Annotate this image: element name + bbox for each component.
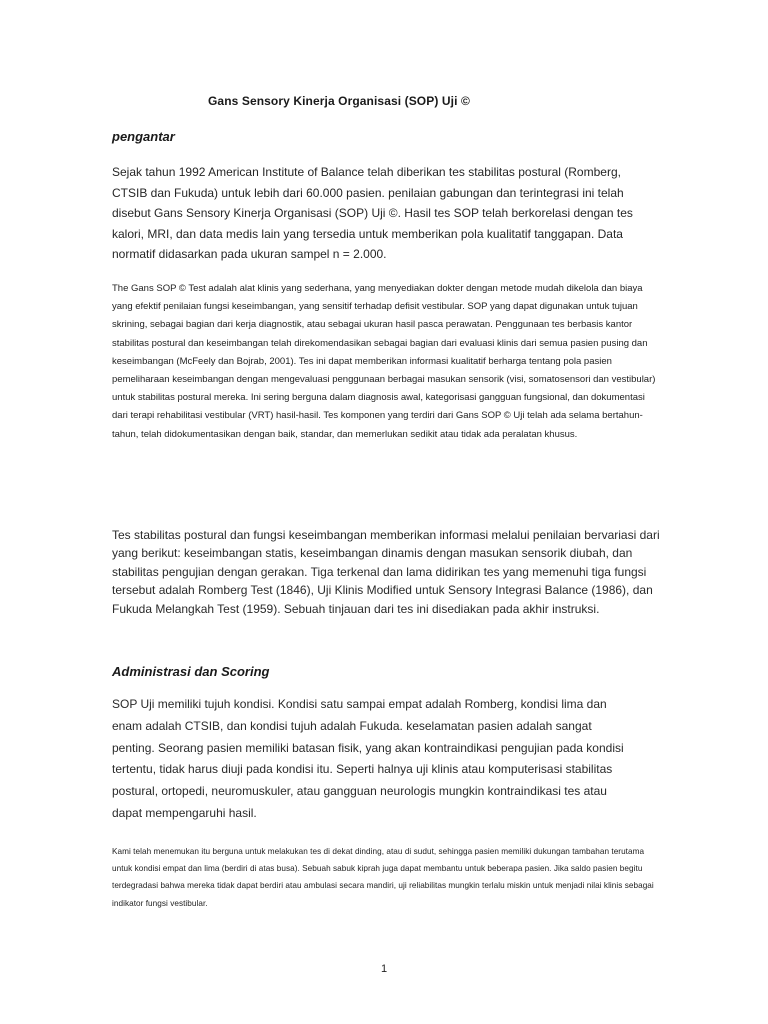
paragraph-stability-tests: Tes stabilitas postural dan fungsi keseimbangan memberikan informasi melalui penilaian bervariasi dari yang berikut: keseimbangan statis, keseimbangan dinamis dengan masukan sensorik diubah, dan stabilitas pengujian dengan gerakan. Tiga terkenal dan lama didirikan tes yang memenuhi tiga fungsi tersebut adalah Romberg Test (1846), Uji Klinis Modified untuk Sensory Integrasi Balance (1986), dan Fukuda Melangkah Test (1959). Sebuah tinjauan dari tes ini disediakan pada akhir instruksi. xyxy=(112,528,660,616)
section-heading-intro: pengantar xyxy=(112,129,175,144)
page-number: 1 xyxy=(380,963,388,975)
paragraph-sop-test: The Gans SOP © Test adalah alat klinis yang sederhana, yang menyediakan dokter dengan metode mudah dikelola dan biaya yang efektif penilaian fungsi keseimbangan, yang sensitif terhadap defisit vestibular. SOP yang dapat digunakan untuk tujuan skrining, sebagai bagian dari kerja diagnostik, atau sebagai ukuran hasil pasca perawatan. Penggunaan tes berbasis kantor stabilitas postural dan keseimbangan telah direkomendasikan sebagai bagian dari evaluasi klinis dari semua pasien pusing dan keseimbangan (McFeely dan Bojrab, 2001). Tes ini dapat memberikan informasi kualitatif berharga tentang pola pasien pemeliharaan keseimbangan dengan mengevaluasi penggunaan berbagai masukan sensorik (visi, somatosensori dan vestibular) untuk stabilitas postural mereka. Ini sering berguna dalam diagnosis awal, kategorisasi gangguan fungsional, dan dokumentasi dari terapi rehabilitasi vestibular (VRT) hasil-hasil. Tes komponen yang terdiri dari Gans SOP © Uji telah ada selama bertahun-tahun, telah didokumentasikan dengan baik, standar, dan memerlukan sedikit atau tidak ada peralatan khusus. xyxy=(112,283,656,440)
paragraph-administration: SOP Uji memiliki tujuh kondisi. Kondisi satu sampai empat adalah Romberg, kondisi lima dan enam adalah CTSIB, dan kondisi tujuh adalah Fukuda. keselamatan pasien adalah sangat penting. Seorang pasien memiliki batasan fisik, yang akan kontraindikasi pengujian pada kondisi tertentu, tidak harus diuji pada kondisi itu. Seperti halnya uji klinis atau komputerisasi stabilitas postural, ortopedi, neuromuskuler, atau gangguan neurologis mungkin kontraindikasi tes atau dapat mempengaruhi hasil. xyxy=(112,697,624,820)
document-title: Gans Sensory Kinerja Organisasi (SOP) Uji © xyxy=(208,94,470,108)
paragraph-intro: Sejak tahun 1992 American Institute of Balance telah diberikan tes stabilitas postural (Romberg, CTSIB dan Fukuda) untuk lebih dari 60.000 pasien. penilaian gabungan dan terintegrasi ini telah disebut Gans Sensory Kinerja Organisasi (SOP) Uji ©. Hasil tes SOP telah berkorelasi dengan tes kalori, MRI, dan data medis lain yang tersedia untuk memberikan pola kualitatif tanggapan. Data normatif didasarkan pada ukuran sampel n = 2.000. xyxy=(112,165,633,262)
paragraph-safety-note: Kami telah menemukan itu berguna untuk melakukan tes di dekat dinding, atau di sudut, sehingga pasien memiliki dukungan tambahan terutama untuk kondisi empat dan lima (berdiri di atas busa). Sebuah sabuk kiprah juga dapat membantu untuk beberapa pasien. Jika saldo pasien begitu terdegradasi bahwa mereka tidak dapat berdiri atau ambulasi secara mandiri, uji reliabilitas mungkin terlalu miskin untuk menjadi nilai klinis sebagai indikator fungsi vestibular. xyxy=(112,847,654,908)
section-heading-administration: Administrasi dan Scoring xyxy=(112,664,270,679)
